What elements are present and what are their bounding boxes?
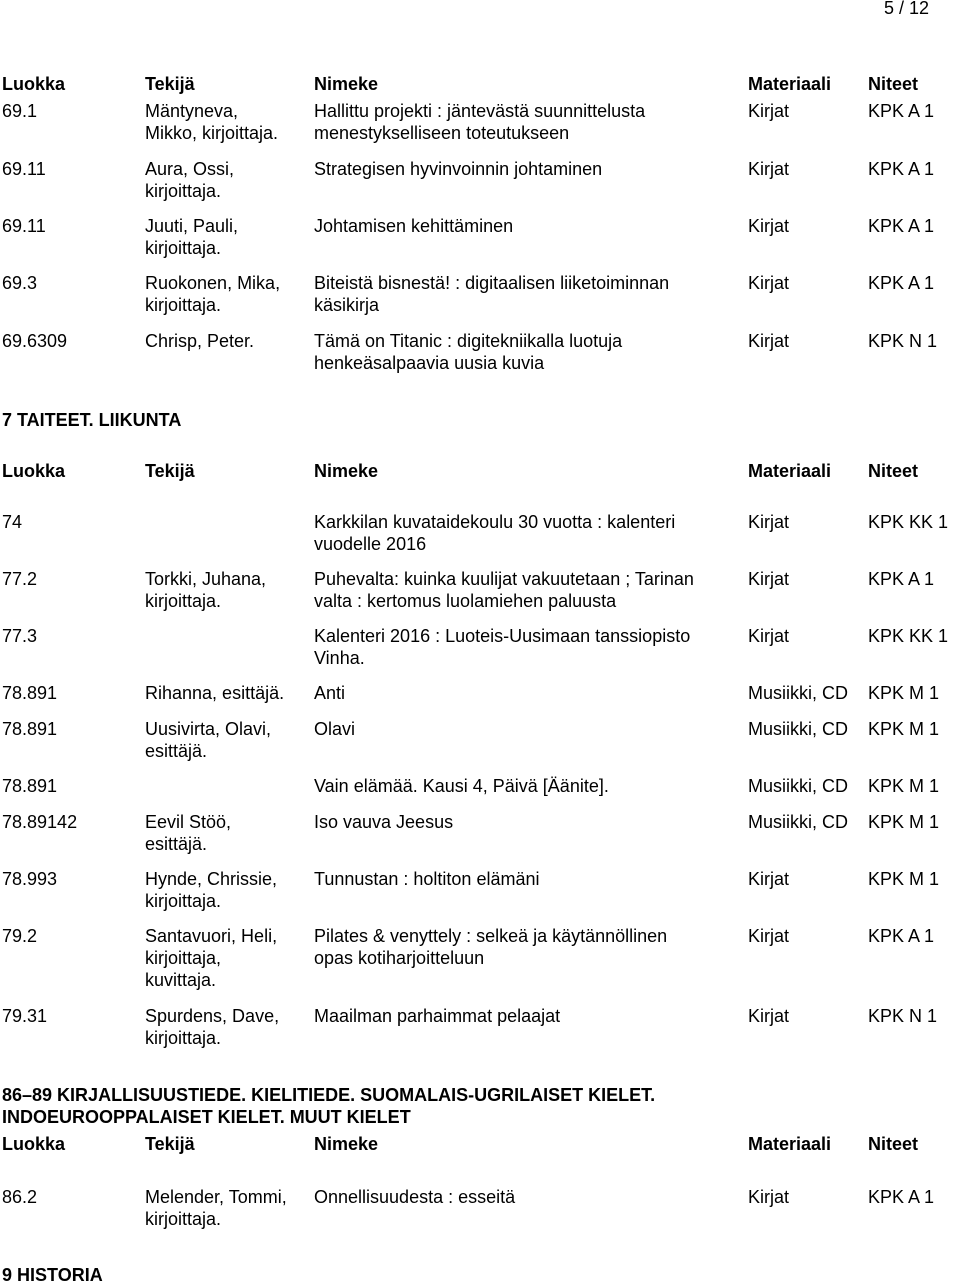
cell-niteet: KPK A 1	[868, 273, 935, 293]
cell-tekija: Juuti, Pauli,	[145, 216, 239, 236]
cell-tekija: Aura, Ossi,	[145, 159, 235, 179]
cell-nimeke: Strategisen hyvinvoinnin johtaminen	[314, 159, 603, 179]
cell-nimeke: Pilates & venyttely : selkeä ja käytännöllinen	[314, 926, 668, 946]
section-title: INDOEUROOPPALAISET KIELET. MUUT KIELET	[2, 1107, 411, 1127]
cell-luokka: 69.6309	[2, 331, 68, 351]
cell-niteet: KPK A 1	[868, 159, 935, 179]
column-header-nimeke: Nimeke	[314, 1134, 379, 1154]
cell-tekija: kirjoittaja,	[145, 948, 222, 968]
cell-tekija: kirjoittaja.	[145, 238, 222, 258]
column-header-tekija: Tekijä	[145, 74, 195, 94]
cell-nimeke: Maailman parhaimmat pelaajat	[314, 1006, 561, 1026]
cell-tekija: kirjoittaja.	[145, 1209, 222, 1229]
cell-nimeke: Anti	[314, 683, 346, 703]
cell-niteet: KPK A 1	[868, 101, 935, 121]
cell-nimeke: henkeäsalpaavia uusia kuvia	[314, 353, 545, 373]
column-header-materiaali: Materiaali	[748, 74, 832, 94]
cell-nimeke: menestykselliseen toteutukseen	[314, 123, 570, 143]
cell-tekija: Mikko, kirjoittaja.	[145, 123, 279, 143]
column-header-luokka: Luokka	[2, 74, 66, 94]
cell-niteet: KPK KK 1	[868, 626, 949, 646]
cell-niteet: KPK KK 1	[868, 512, 949, 532]
cell-niteet: KPK A 1	[868, 1187, 935, 1207]
cell-niteet: KPK M 1	[868, 812, 940, 832]
cell-nimeke: Tämä on Titanic : digitekniikalla luotuja	[314, 331, 623, 351]
cell-niteet: KPK M 1	[868, 683, 940, 703]
cell-materiaali: Kirjat	[748, 273, 790, 293]
section-title: 9 HISTORIA	[2, 1265, 103, 1285]
cell-luokka: 78.891	[2, 719, 58, 739]
cell-materiaali: Kirjat	[748, 512, 790, 532]
cell-luokka: 79.2	[2, 926, 38, 946]
cell-materiaali: Kirjat	[748, 101, 790, 121]
column-header-luokka: Luokka	[2, 461, 66, 481]
cell-materiaali: Kirjat	[748, 869, 790, 889]
cell-nimeke: Olavi	[314, 719, 356, 739]
cell-tekija: esittäjä.	[145, 741, 208, 761]
cell-niteet: KPK A 1	[868, 926, 935, 946]
cell-materiaali: Kirjat	[748, 159, 790, 179]
cell-nimeke: Johtamisen kehittäminen	[314, 216, 514, 236]
cell-materiaali: Musiikki, CD	[748, 683, 849, 703]
cell-luokka: 74	[2, 512, 23, 532]
cell-tekija: kirjoittaja.	[145, 181, 222, 201]
cell-tekija: Chrisp, Peter.	[145, 331, 255, 351]
cell-nimeke: käsikirja	[314, 295, 380, 315]
cell-tekija: Ruokonen, Mika,	[145, 273, 281, 293]
cell-nimeke: Biteistä bisnestä! : digitaalisen liiketoiminnan	[314, 273, 670, 293]
column-header-tekija: Tekijä	[145, 1134, 195, 1154]
cell-nimeke: Iso vauva Jeesus	[314, 812, 454, 832]
cell-nimeke: Vain elämää. Kausi 4, Päivä [Äänite].	[314, 776, 609, 796]
cell-materiaali: Kirjat	[748, 331, 790, 351]
cell-luokka: 78.993	[2, 869, 58, 889]
cell-tekija: Hynde, Chrissie,	[145, 869, 278, 889]
cell-materiaali: Kirjat	[748, 626, 790, 646]
cell-nimeke: Puhevalta: kuinka kuulijat vakuutetaan ; Tarinan	[314, 569, 694, 589]
cell-nimeke: valta : kertomus luolamiehen paluusta	[314, 591, 617, 611]
cell-luokka: 77.3	[2, 626, 38, 646]
cell-nimeke: vuodelle 2016	[314, 534, 427, 554]
cell-luokka: 79.31	[2, 1006, 48, 1026]
cell-niteet: KPK N 1	[868, 1006, 938, 1026]
cell-luokka: 69.3	[2, 273, 38, 293]
section-title: 86–89 KIRJALLISUUSTIEDE. KIELITIEDE. SUOMALAIS-UGRILAISET KIELET.	[2, 1085, 656, 1105]
cell-materiaali: Kirjat	[748, 926, 790, 946]
cell-nimeke: Hallittu projekti : jäntevästä suunnittelusta	[314, 101, 646, 121]
cell-luokka: 78.89142	[2, 812, 78, 832]
column-header-niteet: Niteet	[868, 461, 919, 481]
cell-materiaali: Musiikki, CD	[748, 812, 849, 832]
cell-tekija: Spurdens, Dave,	[145, 1006, 280, 1026]
cell-luokka: 69.11	[2, 159, 46, 179]
column-header-nimeke: Nimeke	[314, 461, 379, 481]
cell-tekija: Uusivirta, Olavi,	[145, 719, 272, 739]
cell-tekija: Torkki, Juhana,	[145, 569, 267, 589]
column-header-materiaali: Materiaali	[748, 461, 832, 481]
column-header-tekija: Tekijä	[145, 461, 195, 481]
cell-tekija: Mäntyneva,	[145, 101, 239, 121]
cell-tekija: Eevil Stöö,	[145, 812, 232, 832]
cell-niteet: KPK M 1	[868, 869, 940, 889]
column-header-materiaali: Materiaali	[748, 1134, 832, 1154]
cell-niteet: KPK M 1	[868, 776, 940, 796]
cell-tekija: Melender, Tommi,	[145, 1187, 287, 1207]
column-header-niteet: Niteet	[868, 1134, 919, 1154]
cell-nimeke: Vinha.	[314, 648, 365, 668]
cell-materiaali: Kirjat	[748, 1006, 790, 1026]
cell-tekija: esittäjä.	[145, 834, 208, 854]
column-header-niteet: Niteet	[868, 74, 919, 94]
column-header-nimeke: Nimeke	[314, 74, 379, 94]
cell-tekija: kirjoittaja.	[145, 891, 222, 911]
cell-luokka: 77.2	[2, 569, 38, 589]
cell-tekija: kirjoittaja.	[145, 295, 222, 315]
cell-niteet: KPK N 1	[868, 331, 938, 351]
cell-luokka: 86.2	[2, 1187, 38, 1207]
cell-luokka: 69.1	[2, 101, 38, 121]
cell-nimeke: opas kotiharjoitteluun	[314, 948, 485, 968]
cell-tekija: kirjoittaja.	[145, 591, 222, 611]
column-header-luokka: Luokka	[2, 1134, 66, 1154]
cell-nimeke: Karkkilan kuvataidekoulu 30 vuotta : kalenteri	[314, 512, 676, 532]
cell-nimeke: Tunnustan : holtiton elämäni	[314, 869, 540, 889]
cell-luokka: 69.11	[2, 216, 46, 236]
cell-niteet: KPK A 1	[868, 569, 935, 589]
cell-tekija: kuvittaja.	[145, 970, 217, 990]
section-title: 7 TAITEET. LIIKUNTA	[2, 410, 182, 430]
cell-materiaali: Kirjat	[748, 216, 790, 236]
cell-materiaali: Kirjat	[748, 1187, 790, 1207]
cell-tekija: Santavuori, Heli,	[145, 926, 278, 946]
cell-nimeke: Kalenteri 2016 : Luoteis-Uusimaan tanssiopisto	[314, 626, 691, 646]
cell-nimeke: Onnellisuudesta : esseitä	[314, 1187, 516, 1207]
cell-materiaali: Kirjat	[748, 569, 790, 589]
cell-materiaali: Musiikki, CD	[748, 719, 849, 739]
cell-niteet: KPK M 1	[868, 719, 940, 739]
cell-luokka: 78.891	[2, 683, 58, 703]
cell-luokka: 78.891	[2, 776, 58, 796]
cell-materiaali: Musiikki, CD	[748, 776, 849, 796]
cell-tekija: kirjoittaja.	[145, 1028, 222, 1048]
cell-tekija: Rihanna, esittäjä.	[145, 683, 285, 703]
page-number: 5 / 12	[883, 0, 929, 18]
cell-niteet: KPK A 1	[868, 216, 935, 236]
